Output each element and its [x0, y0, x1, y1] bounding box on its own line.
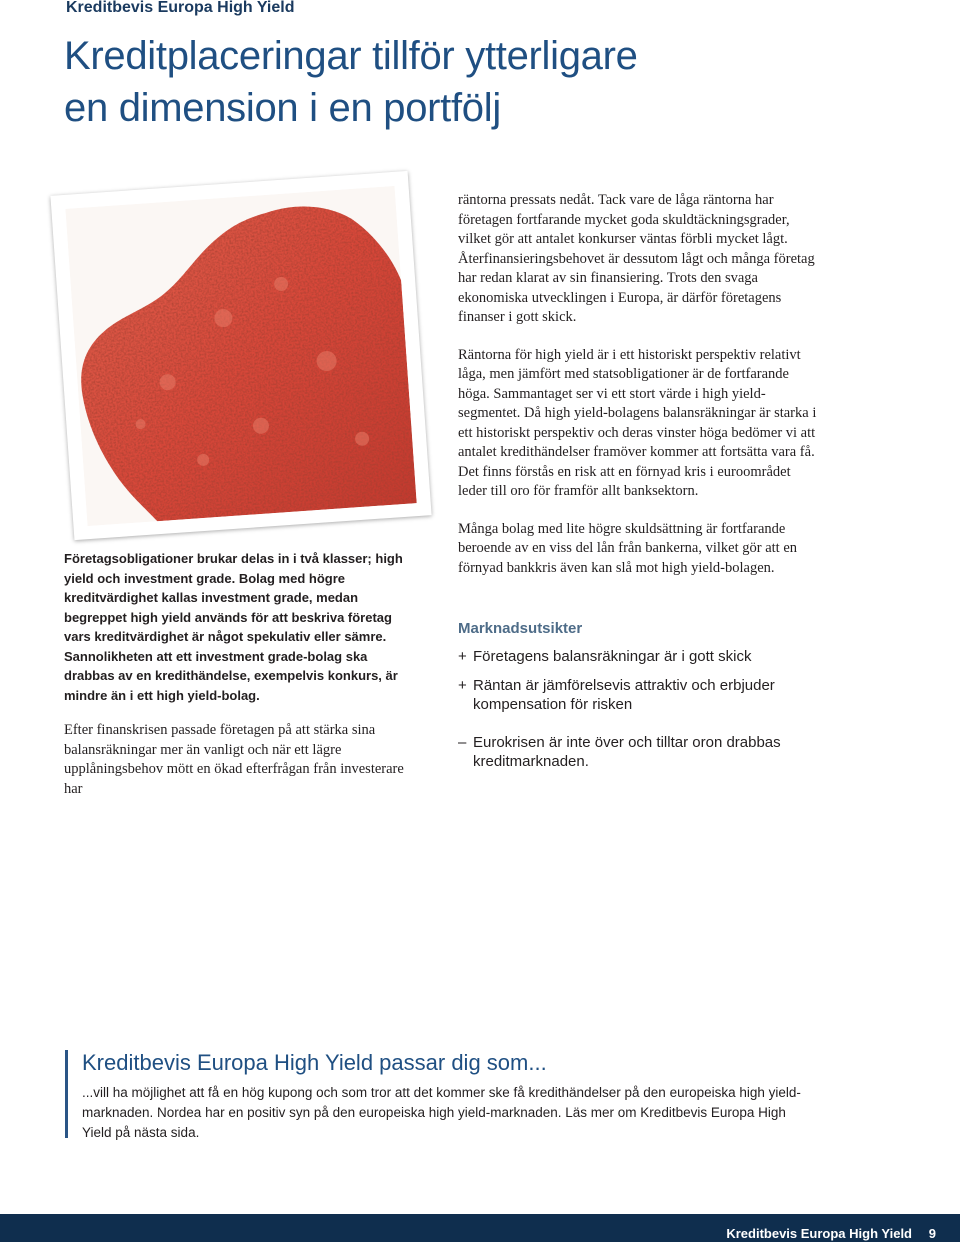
- page-footer: [0, 1214, 960, 1242]
- suits-you-text: ...vill ha möjlighet att få en hög kupong och som tror att det kommer ske få kredithändelser på den europeiska high yield-marknaden. Nordea har en positiv syn på den europeiska high yield-marknaden. Läs mer om Kreditbevis Europa High Yield på nästa sida.: [82, 1085, 801, 1140]
- outlook-item-text: Företagens balansräkningar är i gott skick: [473, 648, 752, 665]
- red-spice-pile-photo-icon: [65, 186, 416, 526]
- outlook-item-text: Räntan är jämförelsevis attraktiv och erbjuder kompensation för risken: [473, 676, 775, 713]
- outlook-item: [458, 733, 818, 772]
- market-outlook-heading: Marknadsutsikter: [458, 620, 583, 637]
- plus-icon: +: [458, 676, 467, 694]
- footer-label: Kreditbevis Europa High Yield: [726, 1226, 912, 1241]
- page-title-line-2: en dimension i en portfölj: [64, 86, 501, 130]
- right-paragraph-1: räntorna pressats nedåt. Tack vare de låga räntorna har företagen fortfarande mycket goda skuldtäckningsgrader, vilket gör att antalet konkurser väntas förbli mycket lågt. Återfinansieringsbehovet är dessutom lågt och många företag har redan klarat av sin finansiering. Trots den svaga ekonomiska utvecklingen i Europa, är därför företagens finanser i gott skick.: [458, 192, 815, 325]
- spice-photo: [50, 171, 431, 540]
- running-head: Kreditbevis Europa High Yield: [66, 0, 295, 16]
- page-title-line-1: Kreditplaceringar tillför ytterligare: [64, 34, 638, 78]
- market-outlook-list: [458, 647, 818, 781]
- right-column: [458, 191, 818, 596]
- right-paragraph-3: Många bolag med lite högre skuldsättning är fortfarande beroende av en viss del lån från bankerna, vilket gör att en förnyad bankkris även kan slå mot high yield-bolagen.: [458, 520, 798, 576]
- plus-icon: +: [458, 648, 467, 665]
- page-number: 9: [928, 1226, 936, 1241]
- outlook-item-text: Eurokrisen är inte över och tilltar oron drabbas kreditmarknaden.: [473, 733, 781, 770]
- intro-lead-paragraph: Företagsobligationer brukar delas in i två klasser; high yield och investment grade. Bolag med högre kreditvärdighet kallas investment grade, medan begreppet high yield används för att beskriva företag vars kreditvärdighet är något spekulativ eller sämre. Sannolikheten att ett investment grade-bolag ska drabbas av en kredithändelse, exempelvis konkurs, är mindre än i ett high yield-bolag.: [64, 551, 403, 703]
- right-paragraph-2: Räntorna för high yield är i ett historiskt perspektiv relativt låga, men jämfört med statsobligationer är de fortfarande höga. Sammantaget ser vi ett stort värde i high yield-segmentet. Då high yield-bolagens balansräkningar är starka i ett historiskt perspektiv och deras vinster höga bedömer vi att antalet kredithändelser framöver kommer att fortsätta vara få. Det finns förstås en risk att en förnyad kris i euroområdet leder till oro för framför allt banksektorn.: [458, 346, 817, 499]
- minus-icon: –: [458, 733, 467, 751]
- outlook-item: [458, 676, 818, 715]
- suits-you-heading: Kreditbevis Europa High Yield passar dig som...: [82, 1050, 547, 1075]
- page-title: [64, 30, 638, 134]
- left-body-paragraph: Efter finanskrisen passade företagen på att stärka sina balansräkningar mer än vanligt och när ett lägre upplåningsbehov mött en ökad efterfrågan från investerare har: [64, 722, 404, 797]
- outlook-item: [458, 647, 818, 667]
- suits-accent-bar: [65, 1050, 68, 1138]
